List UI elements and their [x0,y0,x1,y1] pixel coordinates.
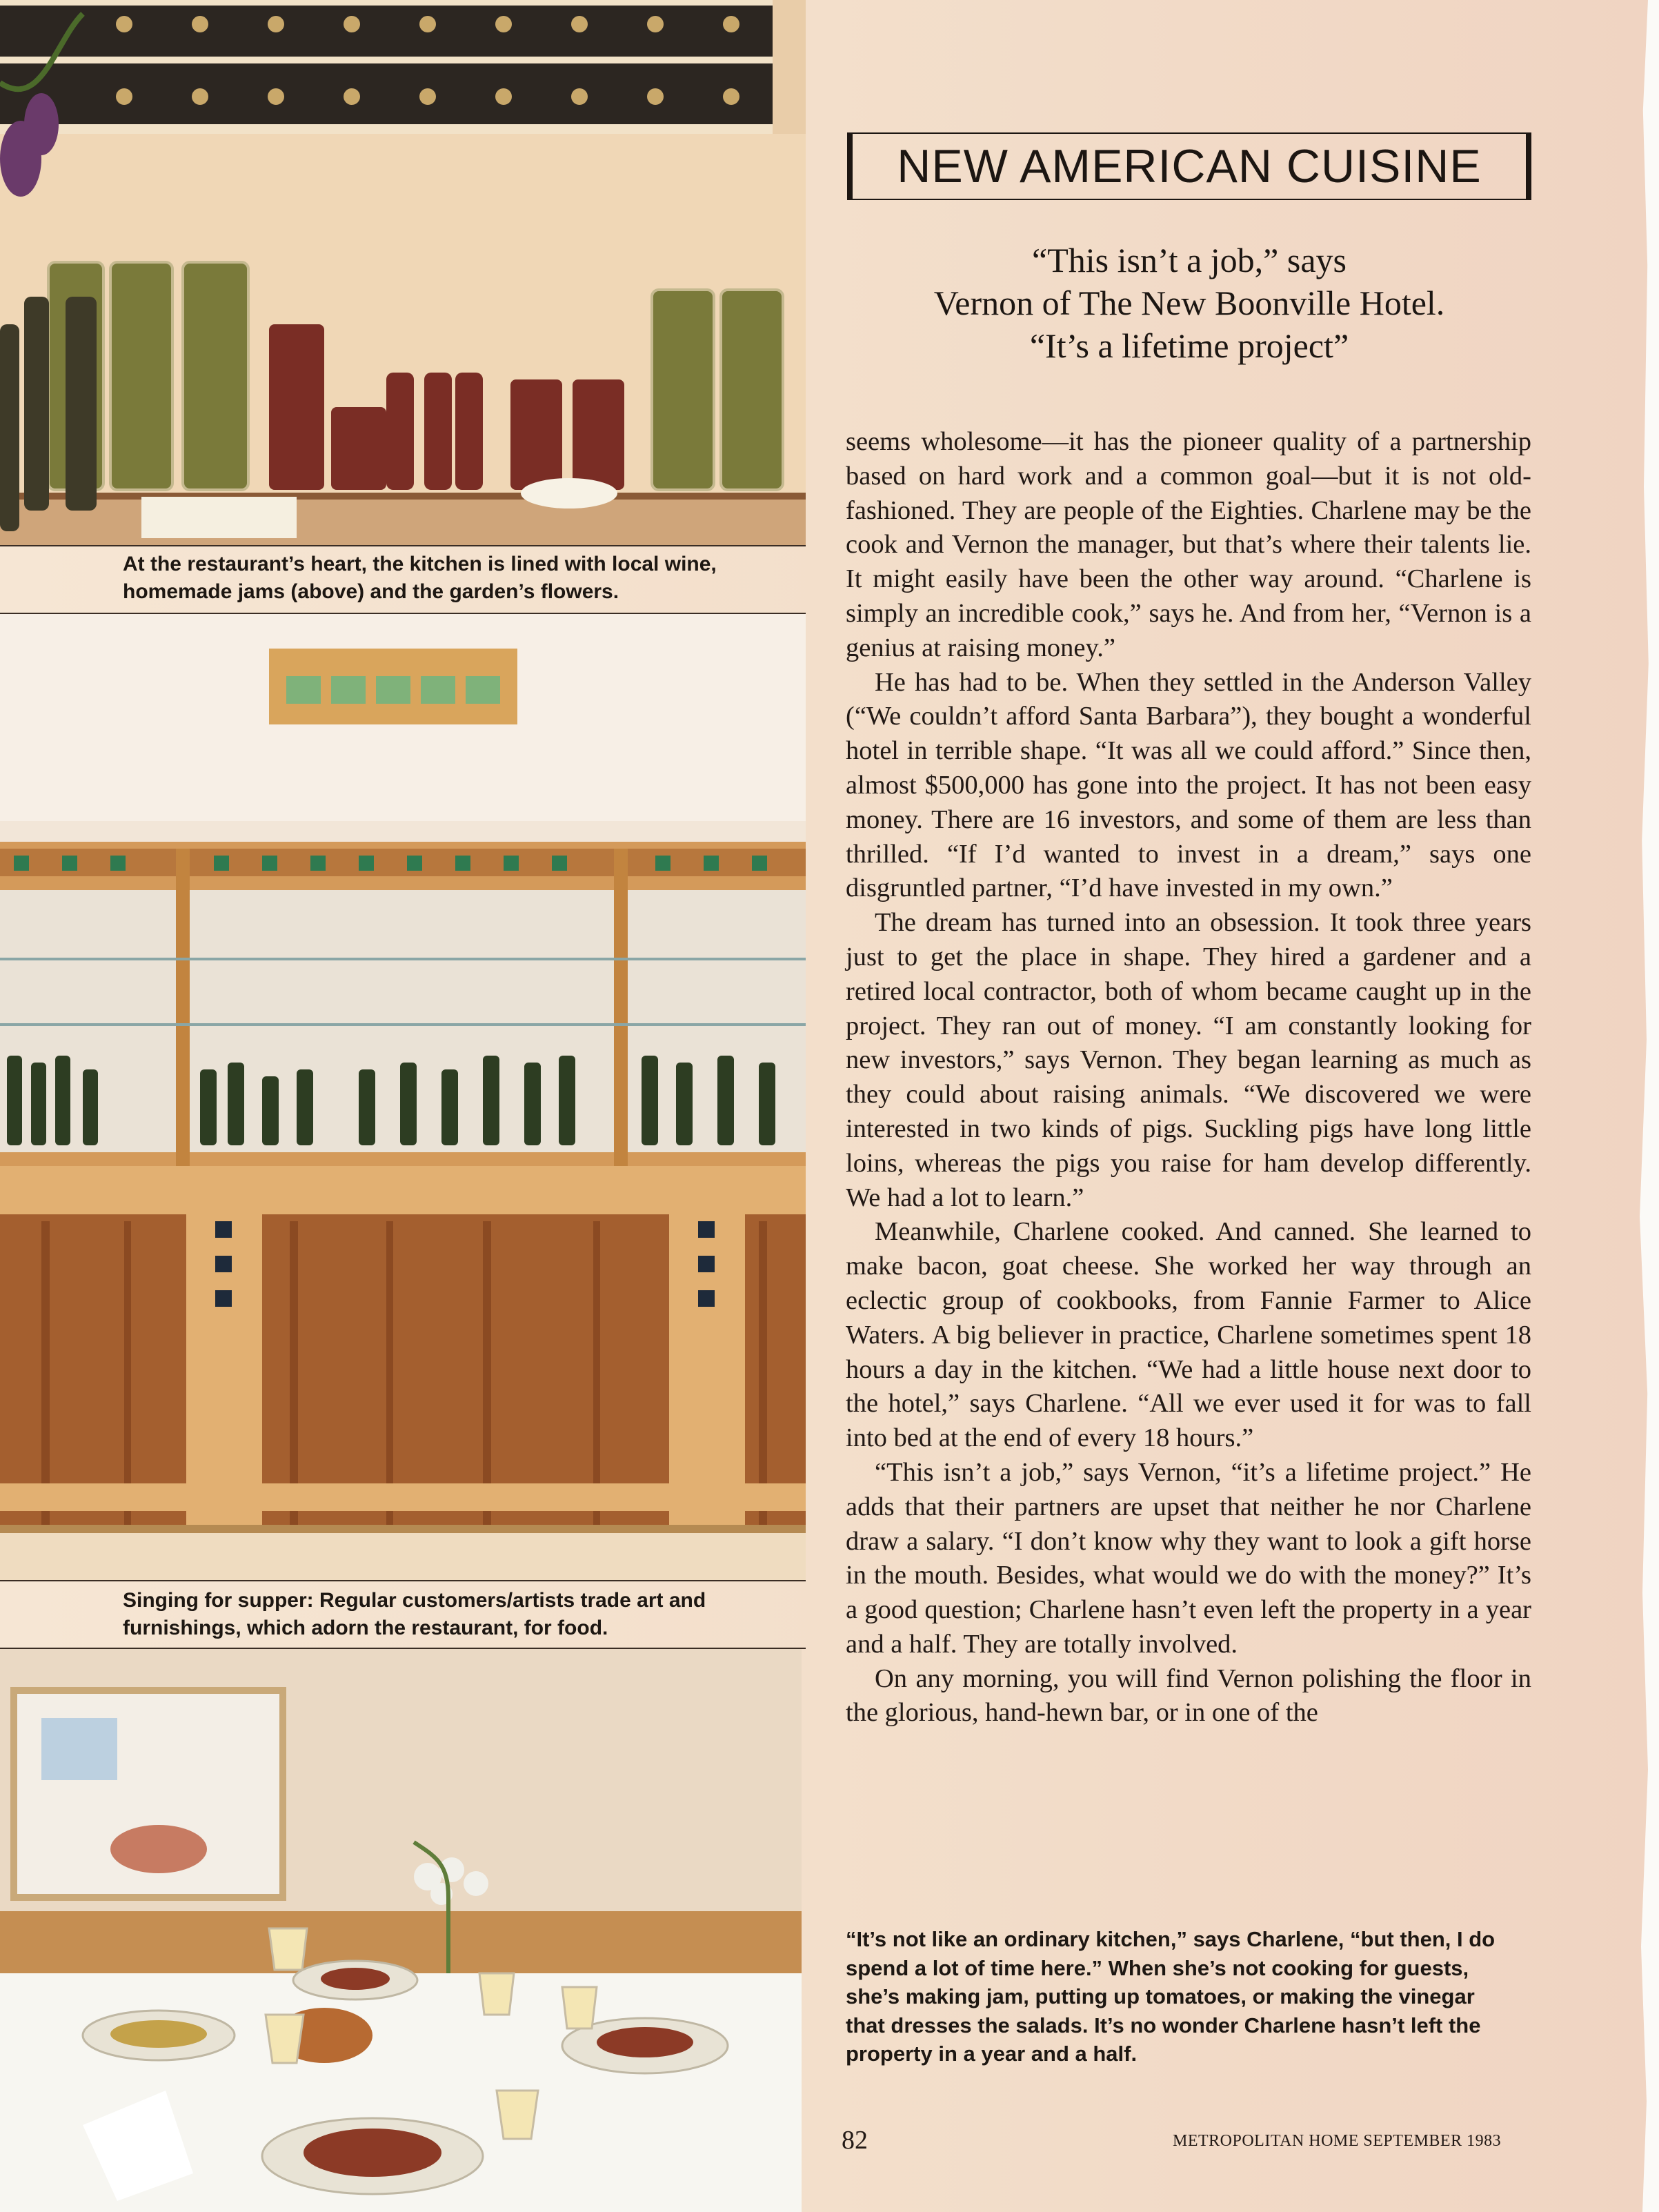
page-number: 82 [842,2126,868,2155]
pull-caption: “It’s not like an ordinary kitchen,” says Charlene, “but then, I do spend a lot of time here.” When she’s not cooking for guests, she’s making jam, putting up tomatoes, or making the vinegar that dresses the salads. It’s no wonder Charlene hasn’t left the property in a year and a half. [846,1927,1496,2066]
bar-photo [0,614,806,1580]
section-header: NEW AMERICAN CUISINE [847,132,1531,200]
body-paragraph: The dream has turned into an obsession. It took three years just to get the place in shape. They hired a gardener and a retired local contractor, both of whom became caught up in the project. They ran out of money. “I am constantly looking for new investors,” says Vernon. They began learning as much as they could about raising animals. “We discovered we were interested in two kinds of pigs. Suckling pigs have long little loins, whereas the pigs you raise for ham develop differently. We had a lot to learn.” [846,908,1531,1212]
kitchen-photo [0,0,806,545]
bar-photo-caption: Singing for supper: Regular customers/artists trade art and furnishings, which adorn the restaurant, for food. [123,1589,706,1639]
divider-rule [0,545,806,546]
deck-line: “This isn’t a job,” says [1032,241,1347,279]
body-paragraph: seems wholesome—it has the pioneer quality of a partnership based on hard work and a common goal—but it is not old-fashioned. They are people of the Eighties. Charlene may be the cook and Vernon the manager, but that’s where their talents lie. It might easily have been the other way around. “Charlene is simply an incredible cook,” says he. And from her, “Vernon is a genius at raising money.” [846,427,1531,662]
article-deck [847,239,1531,367]
kitchen-photo-caption: At the restaurant’s heart, the kitchen is lined with local wine, homemade jams (above) and the garden’s flowers. [123,553,717,603]
article-body [846,425,1531,1730]
publication-footer: METROPOLITAN HOME SEPTEMBER 1983 [1173,2132,1502,2150]
dining-table-photo [0,1649,802,2212]
body-paragraph: On any morning, you will find Vernon polishing the floor in the glorious, hand-hewn bar, or in one of the [846,1663,1531,1728]
body-paragraph: Meanwhile, Charlene cooked. And canned. She learned to make bacon, goat cheese. She worked her way through an eclectic group of cookbooks, from Fannie Farmer to Alice Waters. A big believer in practice, Charlene sometimes spent 18 hours a day in the kitchen. “We had a little house next door to the hotel,” says Charlene. “All we ever used it for was to fall into bed at the end of every 18 hours.” [846,1217,1531,1453]
body-paragraph: He has had to be. When they settled in the Anderson Valley (“We couldn’t afford Santa Barbara”), they bought a wonderful hotel in terrible shape. “It was all we could afford.” Since then, almost $500,000 has gone into the project. It has not been easy money. There are 16 investors, and some of them are less than thrilled. “If I’d wanted to invest in a dream,” says one disgruntled partner, “I’d have invested in my own.” [846,667,1531,903]
divider-rule [0,1580,806,1581]
deck-line: “It’s a lifetime project” [1029,326,1349,365]
deck-line: Vernon of The New Boonville Hotel. [933,284,1445,322]
body-paragraph: “This isn’t a job,” says Vernon, “it’s a lifetime project.” He adds that their partners are upset that neither he nor Charlene draw a salary. “I don’t know why they want to look a gift horse in the mouth. Besides, what would we do with the money?” It’s a good question; Charlene hasn’t even left the property in a year and a half. They are totally involved. [846,1457,1531,1659]
